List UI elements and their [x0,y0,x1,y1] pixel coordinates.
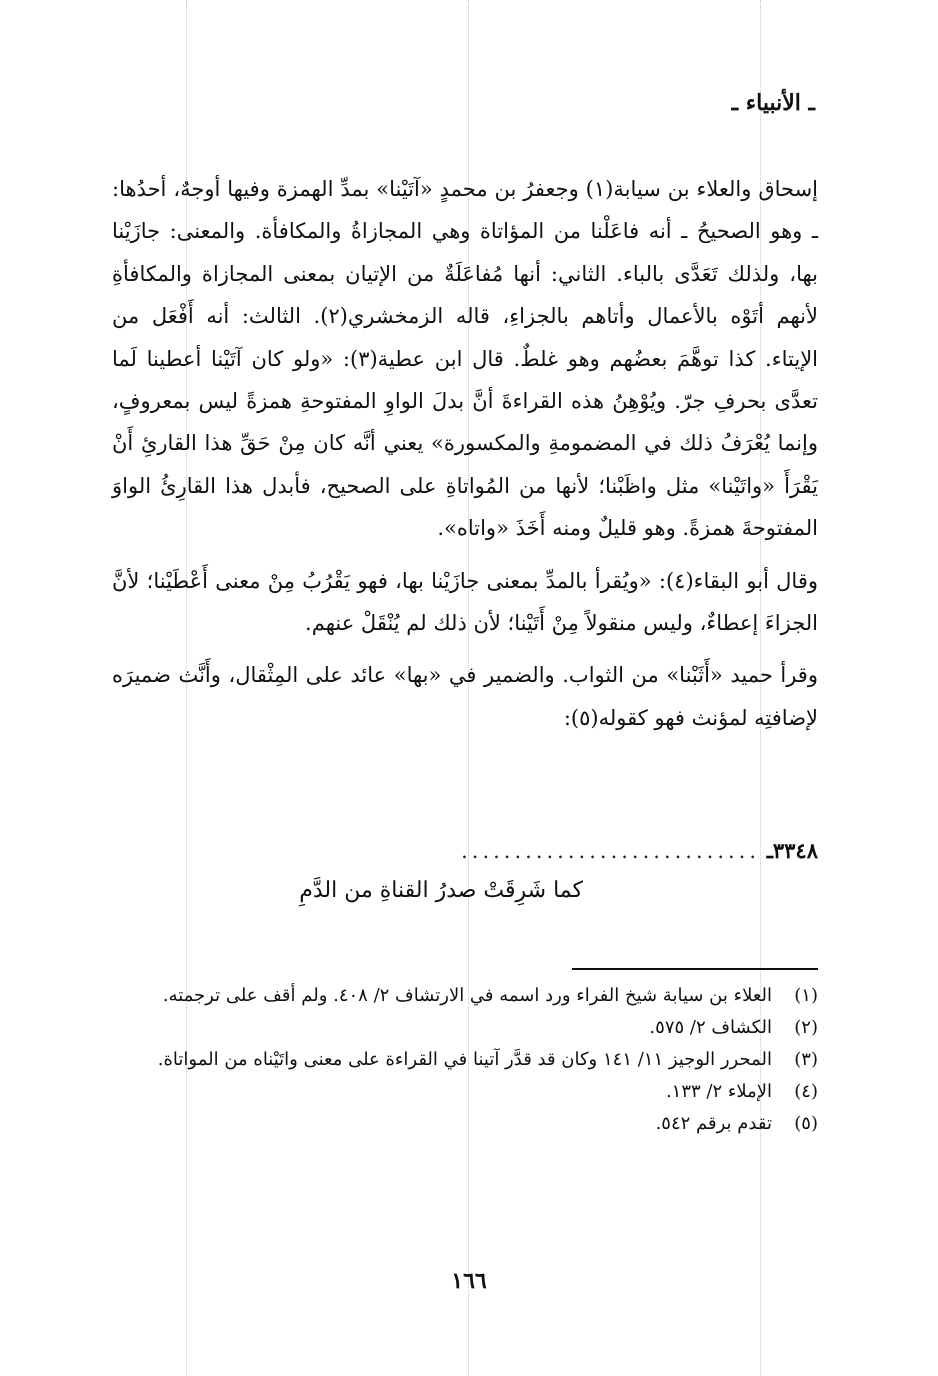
footnote-separator [572,968,818,970]
page-number: ١٦٦ [451,1268,487,1294]
footnote-text: الإملاء ٢/ ١٣٣. [665,1081,772,1102]
main-text [112,168,818,739]
verse-block [112,838,818,903]
footnote-text: الكشاف ٢/ ٥٧٥. [649,1017,772,1038]
footnote [110,1108,818,1140]
footnote [110,1012,818,1044]
verse-number: ٣٣٤٨ـ [766,838,818,863]
footnote-text: المحرر الوجيز ١١/ ١٤١ وكان قد قدَّر آتينا في القراءة على معنى واتَيْناه من المواتاة. [157,1049,772,1070]
paragraph: وقال أبو البقاء(٤): «ويُقرأ بالمدِّ بمعنى جازَيْنا بها، فهو يَقْرُبُ مِنْ معنى أَعْطَيْنا؛ لأنَّ الجزاءَ إعطاءٌ، وليس منقولاً مِنْ أَتَيْنا؛ لأن ذلك لم يُنْقَلْ عنهم. [112,568,818,636]
footnote [110,1076,818,1108]
footnote-number: (٥) [794,1113,818,1134]
footnote [110,1044,818,1076]
running-header: ـ الأنبياء ـ [731,90,815,116]
paragraph: إسحاق والعلاء بن سيابة(١) وجعفرُ بن محمدٍ «آتَيْنا» بمدِّ الهمزة وفيها أوجهٌ، أحدُها: ـ وهو الصحيحُ ـ أنه فاعَلْنا من المؤاتاة وهي المجازاةُ والمكافأة. والمعنى: جازَيْنا بها، ولذلك تَعَدَّى بالباء. الثاني: أنها مُفاعَلَةٌ من الإتيان بمعنى المجازاة والمكافأةِ لأنهم أتَوْه بالأعمال وأتاهم بالجزاءِ، قاله الزمخشري(٢). الثالث: أنه أَفْعَل من الإيتاء. كذا توهَّمَ بعضُهم وهو غلطٌ. قال ابن عطية(٣): «ولو كان آتَيْنا أعطينا لَما تعدَّى بحرفِ جرّ. ويُوْهِنُ هذه القراءةَ أنَّ بدلَ الواوِ المفتوحةِ همزةً ليس بمعروفٍ، وإنما يُعْرَفُ ذلك في المضمومةِ والمكسورة» يعني أنَّه كان مِنْ حَقِّ هذا القارئِ أَنْ يَقْرَأَ «واتَيْنا» مثل واظَبْنا؛ لأنها من المُواتاةِ على الصحيح، فأبدل هذا القارِئُ الواوَ المفتوحةَ همزةً. وهو قليلٌ ومنه أَخَذَ «واتاه». [112,177,819,541]
footnote [110,980,818,1012]
footnote-number: (٤) [794,1081,818,1102]
verse-dots: ............................ [461,839,761,863]
footnote-number: (٢) [794,1017,818,1038]
footnote-number: (١) [794,985,818,1006]
footnote-text: تقدم برقم ٥٤٢. [655,1113,772,1134]
paragraph: وقرأ حميد «أَثَبْنا» من الثواب. والضمير في «بها» عائد على المِثْقال، وأَنَّث ضميرَه لإضافتِه لمؤنث فهو كقوله(٥): [112,663,818,730]
footnote-text: العلاء بن سيابة شيخ الفراء ورد اسمه في الارتشاف ٢/ ٤٠٨. ولم أقف على ترجمته. [162,985,772,1006]
verse-line: كما شَرِقَتْ صدرُ القناةِ من الدَّمِ [299,878,583,903]
footnotes [110,980,818,1140]
footnote-number: (٣) [794,1049,818,1070]
